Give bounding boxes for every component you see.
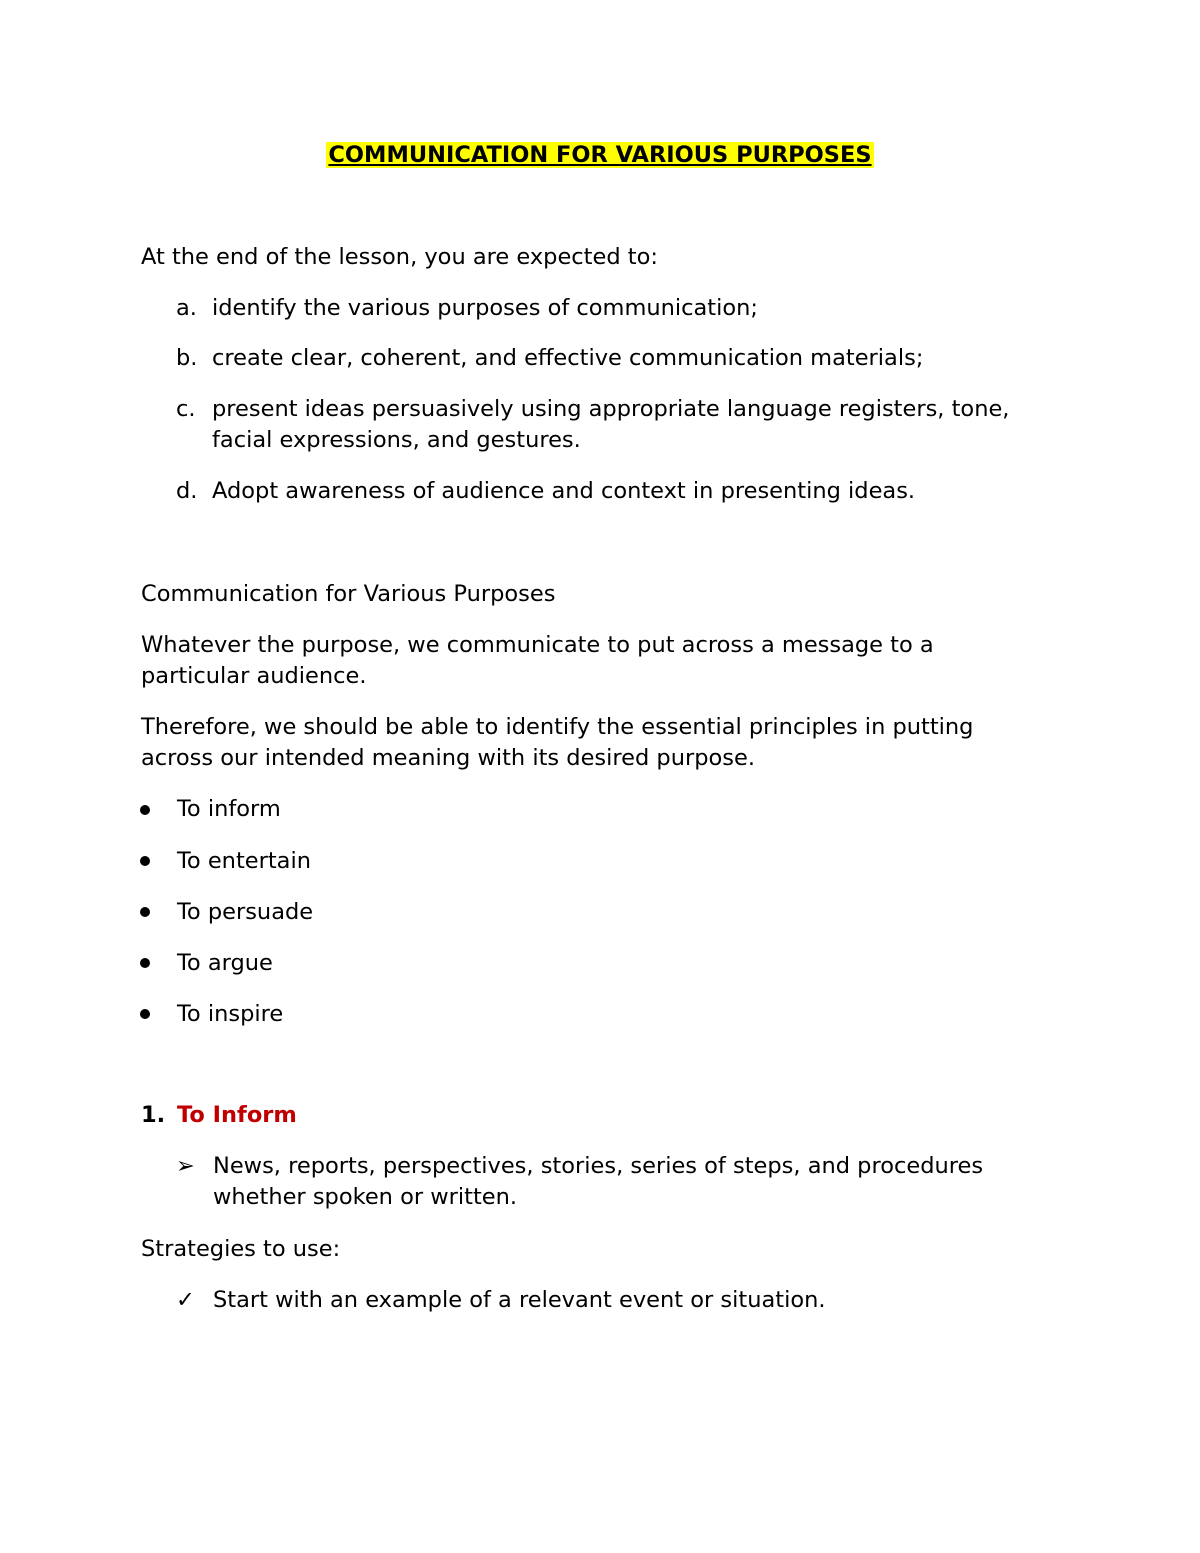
objective-c-text-line1: present ideas persuasively using appropriate language registers, tone, [212, 396, 1010, 422]
checkmark-icon: ✓ [176, 1287, 195, 1313]
objective-marker-c: c. [176, 396, 196, 422]
document-title-text: COMMUNICATION FOR VARIOUS PURPOSES [328, 142, 872, 168]
subheading: Communication for Various Purposes [141, 581, 556, 607]
paragraph2-line2: across our intended meaning with its desired purpose. [141, 745, 755, 771]
purpose-item-persuade: To persuade [177, 899, 314, 925]
paragraph1-line2: particular audience. [141, 663, 367, 689]
bullet-dot-icon [140, 958, 150, 968]
purpose-item-inform: To inform [177, 796, 281, 822]
objective-marker-a: a. [176, 295, 197, 321]
objective-marker-b: b. [176, 345, 198, 371]
purpose-item-argue: To argue [177, 950, 273, 976]
paragraph1-line1: Whatever the purpose, we communicate to put across a message to a [141, 632, 934, 658]
document-title [0, 140, 1200, 171]
strategies-heading: Strategies to use: [141, 1236, 341, 1262]
purpose-item-inspire: To inspire [177, 1001, 284, 1027]
paragraph2-line1: Therefore, we should be able to identify the essential principles in putting [141, 714, 974, 740]
section1-heading: To Inform [177, 1102, 297, 1128]
bullet-dot-icon [140, 856, 150, 866]
strategy-item: Start with an example of a relevant event or situation. [213, 1287, 826, 1313]
section1-number: 1. [141, 1102, 166, 1128]
objective-marker-d: d. [176, 478, 198, 504]
objective-b-text: create clear, coherent, and effective communication materials; [212, 345, 924, 371]
objective-d-text: Adopt awareness of audience and context in presenting ideas. [212, 478, 916, 504]
bullet-dot-icon [140, 907, 150, 917]
intro-text: At the end of the lesson, you are expected to: [141, 244, 658, 270]
section1-examples-line2: whether spoken or written. [213, 1184, 518, 1210]
bullet-dot-icon [140, 805, 150, 815]
section1-examples-line1: News, reports, perspectives, stories, series of steps, and procedures [213, 1153, 984, 1179]
objective-a-text: identify the various purposes of communication; [212, 295, 758, 321]
arrow-bullet-icon: ➢ [176, 1153, 195, 1179]
purpose-item-entertain: To entertain [177, 848, 311, 874]
bullet-dot-icon [140, 1009, 150, 1019]
objective-c-text-line2: facial expressions, and gestures. [212, 427, 581, 453]
